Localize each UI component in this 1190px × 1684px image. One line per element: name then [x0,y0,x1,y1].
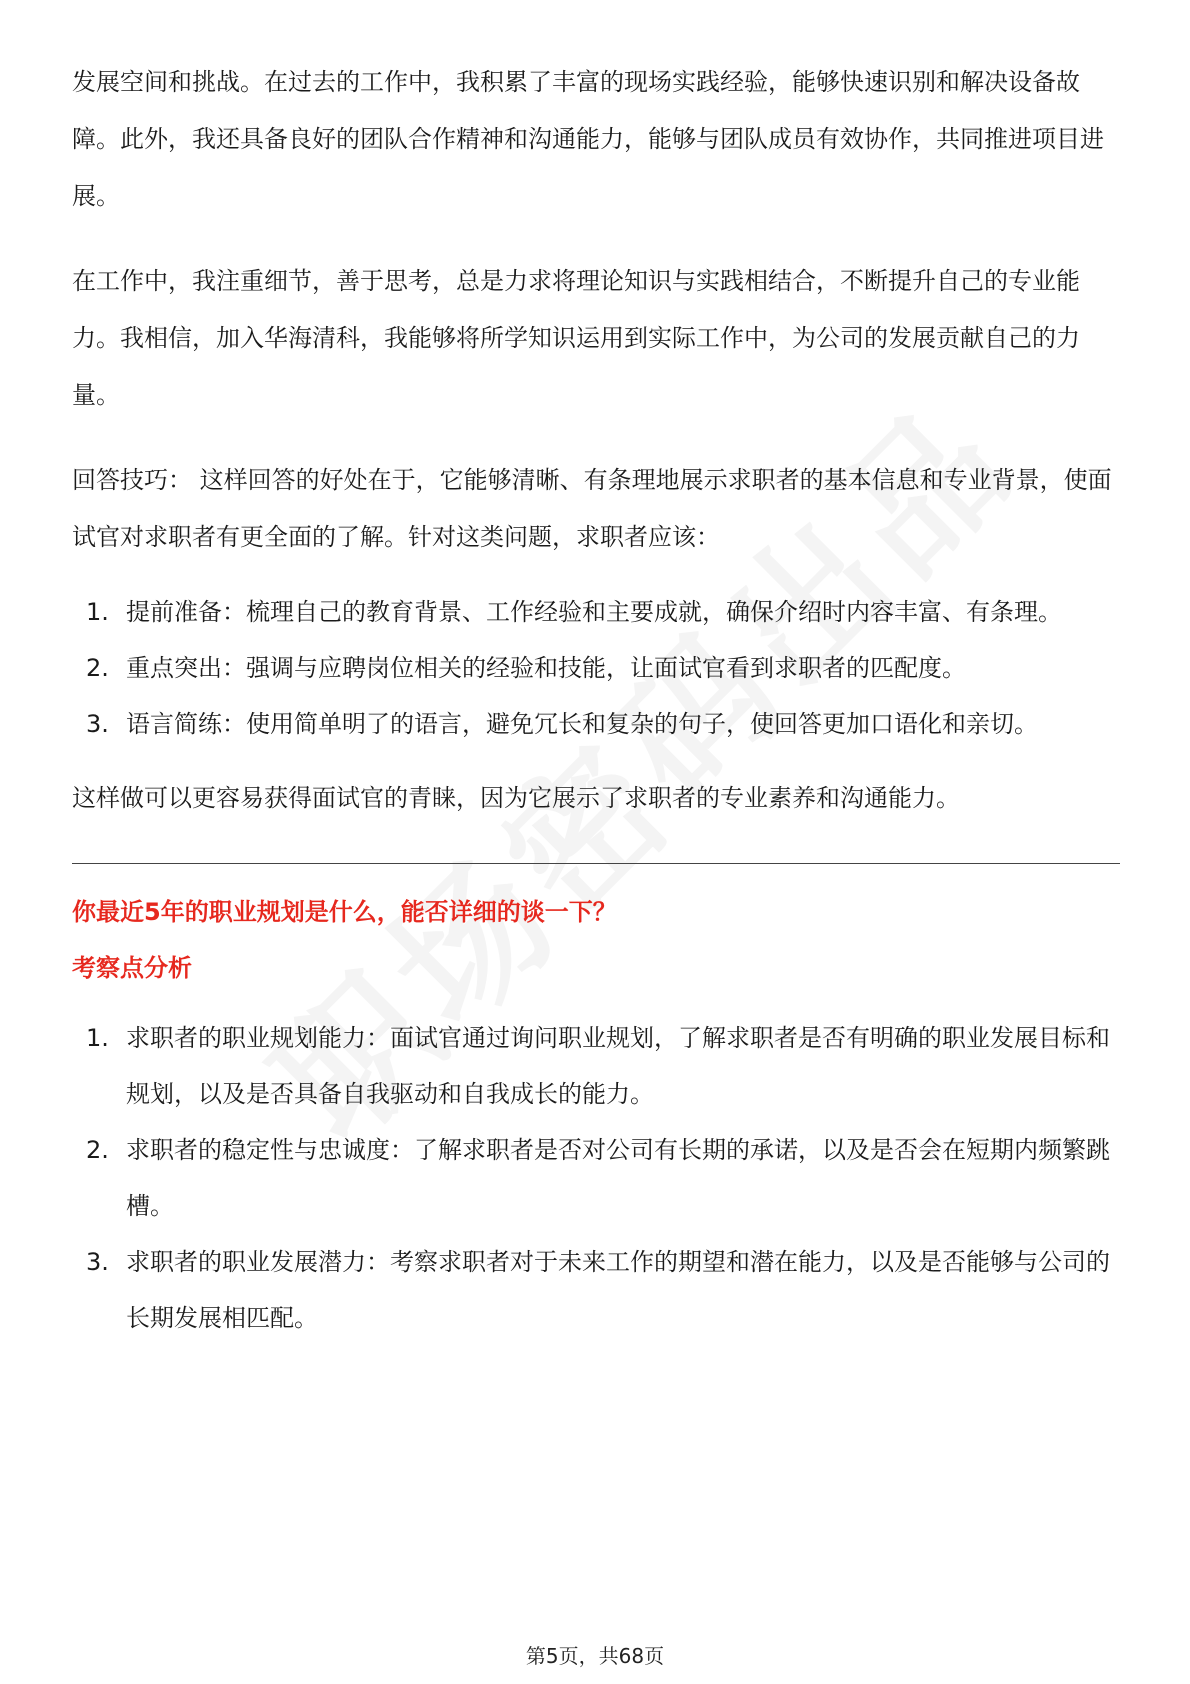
list-text: 求职者的职业规划能力：面试官通过询问职业规划，了解求职者是否有明确的职业发展目标和规划，以及是否具备自我驱动和自我成长的能力。 [126,1024,1110,1108]
analysis-list [72,1010,1120,1346]
answer-tips-intro: 回答技巧： 这样回答的好处在于，它能够清晰、有条理地展示求职者的基本信息和专业背景，使面试官对求职者有更全面的了解。针对这类问题，求职者应该： [72,466,1112,551]
list-text: 语言简练：使用简单明了的语言，避免冗长和复杂的句子，使回答更加口语化和亲切。 [126,710,1038,738]
list-text: 求职者的职业发展潜力：考察求职者对于未来工作的期望和潜在能力，以及是否能够与公司的长期发展相匹配。 [126,1248,1110,1332]
list-number: 3. [86,1248,109,1276]
list-item [72,1234,1120,1346]
question-heading: 你最近5年的职业规划是什么，能否详细的谈一下？ [72,898,617,926]
list-number: 2. [86,654,109,682]
list-number: 1. [86,1024,109,1052]
list-text: 求职者的稳定性与忠诚度：了解求职者是否对公司有长期的承诺，以及是否会在短期内频繁跳槽。 [126,1136,1110,1220]
paragraph-conclusion: 这样做可以更容易获得面试官的青睐，因为它展示了求职者的专业素养和沟通能力。 [72,784,960,812]
list-number: 2. [86,1136,109,1164]
list-number: 1. [86,598,109,626]
list-item [72,1122,1120,1234]
list-text: 重点突出：强调与应聘岗位相关的经验和技能，让面试官看到求职者的匹配度。 [126,654,966,682]
tips-list [72,584,1120,752]
list-number: 3. [86,710,109,738]
paragraph-2: 在工作中，我注重细节，善于思考，总是力求将理论知识与实践相结合，不断提升自己的专业能力。我相信，加入华海清科，我能够将所学知识运用到实际工作中，为公司的发展贡献自己的力量。 [72,267,1080,409]
list-item [72,696,1120,752]
list-item [72,640,1120,696]
paragraph-1: 发展空间和挑战。在过去的工作中，我积累了丰富的现场实践经验，能够快速识别和解决设备故障。此外，我还具备良好的团队合作精神和沟通能力，能够与团队成员有效协作，共同推进项目进展。 [72,68,1104,210]
list-item [72,1010,1120,1122]
analysis-heading: 考察点分析 [72,954,192,982]
page-number: 第5页，共68页 [525,1644,665,1668]
list-text: 提前准备：梳理自己的教育背景、工作经验和主要成就，确保介绍时内容丰富、有条理。 [126,598,1062,626]
list-item [72,584,1120,640]
page-content [72,54,1120,1346]
